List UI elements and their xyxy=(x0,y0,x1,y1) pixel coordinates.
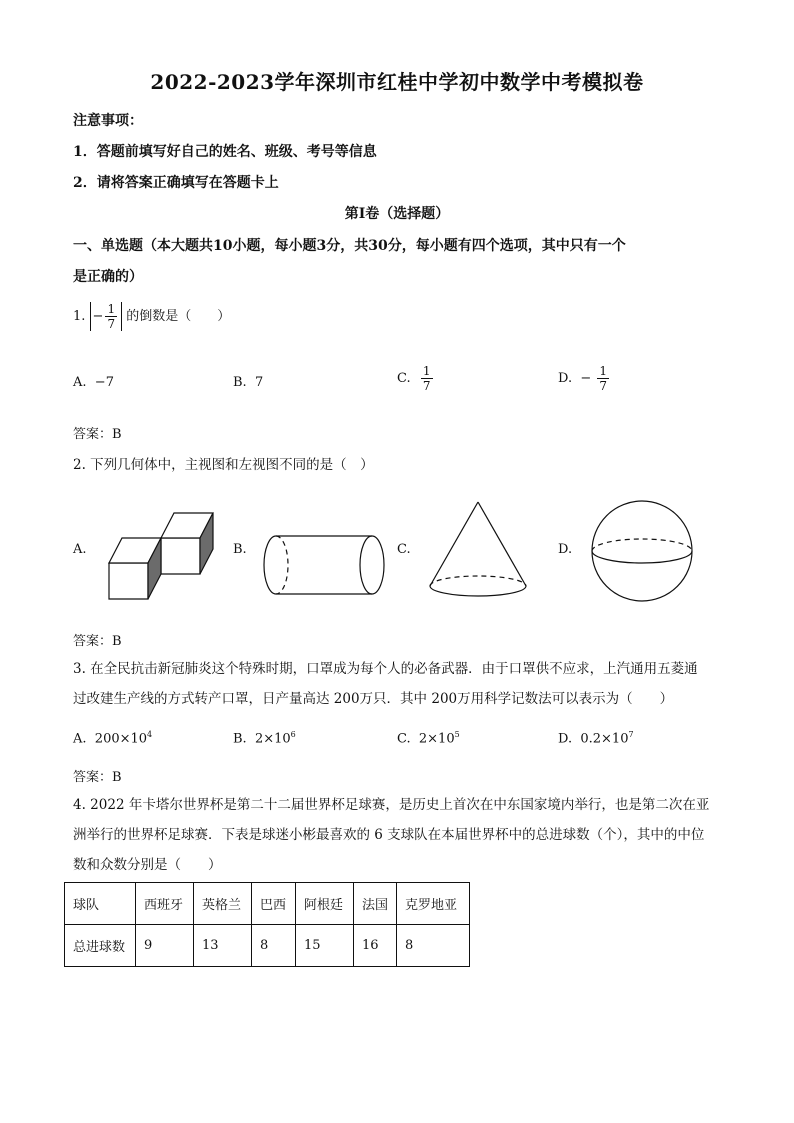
question-4-line1: 4. 2022 年卡塔尔世界杯是第二十二届世界杯足球赛，是历史上首次在中东国家境内举行，也是第二次在亚 xyxy=(73,797,710,813)
table-row xyxy=(65,883,470,925)
answer: 答案：B xyxy=(73,634,122,649)
question-4-line2: 洲举行的世界杯足球赛．下表是球迷小彬最喜欢的 6 支球队在本届世界杯中的总进球数（个），其中的中位 xyxy=(73,827,705,843)
table-cell: 总进球数 xyxy=(65,925,136,967)
sphere-figure xyxy=(590,498,700,608)
table-row xyxy=(65,925,470,967)
table-cell: 9 xyxy=(136,925,194,967)
table-cell: 16 xyxy=(354,925,397,967)
question-number: 1. xyxy=(73,309,86,324)
table-header-cell: 球队 xyxy=(65,883,136,925)
note-item: 1．答题前填写好自己的姓名、班级、考号等信息 xyxy=(73,144,377,160)
exponent: 7 xyxy=(628,730,634,739)
fraction-numerator: 1 xyxy=(599,364,608,378)
option-label: A. xyxy=(73,542,87,557)
table-cell: 15 xyxy=(296,925,354,967)
option-label: C. xyxy=(397,371,411,386)
option-value: 2×10 xyxy=(418,731,455,747)
option-label: D. xyxy=(558,731,573,747)
option-value: −7 xyxy=(94,375,114,390)
option-label: A. xyxy=(73,375,87,390)
notes-heading: 注意事项： xyxy=(73,113,143,129)
option-label: B. xyxy=(233,542,247,557)
fraction xyxy=(597,364,609,393)
table-cell: 8 xyxy=(252,925,296,967)
minus-sign: − xyxy=(92,309,104,324)
option-label: C. xyxy=(397,731,411,747)
option-value: 2×10 xyxy=(254,731,291,747)
option-label: C. xyxy=(397,542,411,557)
cubes-figure xyxy=(104,508,224,608)
option-c xyxy=(397,364,435,393)
cone-figure xyxy=(426,500,536,600)
option-label: D. xyxy=(558,371,573,386)
cylinder-figure xyxy=(260,530,390,610)
question-3-line1: 3. 在全民抗击新冠肺炎这个特殊时期，口罩成为每个人的必备武器．由于口罩供不应求，上汽通用五菱通 xyxy=(73,661,698,677)
fraction-numerator: 1 xyxy=(107,302,116,316)
option-b xyxy=(233,730,296,746)
table-header-cell: 法国 xyxy=(354,883,397,925)
table-cell: 8 xyxy=(397,925,470,967)
part-heading-line1: 一、单选题（本大题共10小题，每小题3分，共30分，每小题有四个选项，其中只有一个 xyxy=(73,238,626,254)
question-3-line2: 过改建生产线的方式转产口罩，日产量高达 200万只．其中 200万用科学记数法可以表示为（ ） xyxy=(73,691,674,707)
question-1 xyxy=(73,302,230,331)
fraction xyxy=(105,302,117,331)
page-title: 2022-2023学年深圳市红桂中学初中数学中考模拟卷 xyxy=(150,70,644,94)
note-item: 2．请将答案正确填写在答题卡上 xyxy=(73,175,279,191)
option-label: B. xyxy=(233,375,247,390)
table-header-cell: 英格兰 xyxy=(194,883,252,925)
option-d xyxy=(558,364,611,393)
option-value: 7 xyxy=(254,375,264,390)
section-title: 第I卷（选择题） xyxy=(344,206,450,222)
fraction-numerator: 1 xyxy=(422,364,431,378)
option-value: 0.2×10 xyxy=(580,731,629,747)
option-a xyxy=(73,730,152,746)
option-value: 200×10 xyxy=(94,731,148,747)
exponent: 5 xyxy=(454,730,460,739)
fraction xyxy=(421,364,433,393)
table-header-cell: 西班牙 xyxy=(136,883,194,925)
option-c xyxy=(397,730,460,746)
goals-table xyxy=(64,882,470,967)
part-heading-line2: 是正确的） xyxy=(73,269,143,285)
fraction-denominator: 7 xyxy=(599,379,608,393)
option-label: D. xyxy=(558,542,573,557)
fraction-denominator: 7 xyxy=(107,317,116,331)
table-header-cell: 阿根廷 xyxy=(296,883,354,925)
question-2: 2. 下列几何体中，主视图和左视图不同的是（ ） xyxy=(73,457,374,473)
minus-sign: − xyxy=(580,371,592,386)
option-b xyxy=(233,375,263,390)
table-cell: 13 xyxy=(194,925,252,967)
table-header-cell: 克罗地亚 xyxy=(397,883,470,925)
option-label: A. xyxy=(73,731,87,747)
option-d xyxy=(558,730,634,746)
option-a xyxy=(73,375,114,390)
table-header-cell: 巴西 xyxy=(252,883,296,925)
answer: 答案：B xyxy=(73,427,122,442)
option-label: B. xyxy=(233,731,247,747)
absolute-value-expression xyxy=(90,302,123,331)
fraction-denominator: 7 xyxy=(422,379,431,393)
answer: 答案：B xyxy=(73,770,122,785)
exponent: 4 xyxy=(147,730,153,739)
question-suffix: 的倒数是（ ） xyxy=(126,309,231,324)
exponent: 6 xyxy=(290,730,296,739)
question-4-line3: 数和众数分别是（ ） xyxy=(73,857,222,873)
